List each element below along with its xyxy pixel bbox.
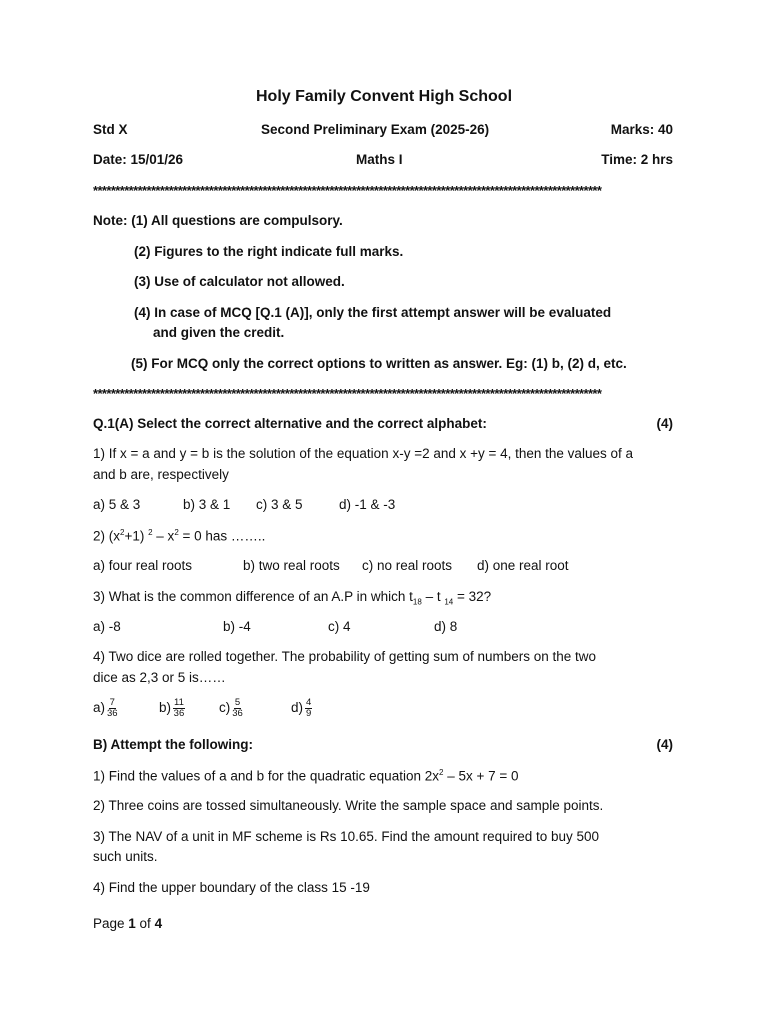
q1a-question-2-option-b: b) two real roots xyxy=(243,558,340,573)
note-3: (3) Use of calculator not allowed. xyxy=(134,274,345,289)
q1a-question-3-option-a: a) -8 xyxy=(93,619,121,634)
q1a-question-3: 3) What is the common difference of an A.P in which $t_{18}$ – t $_{14}$ = 32? xyxy=(93,589,492,607)
q1a-question-3-option-d: d) 8 xyxy=(434,619,458,634)
q1a-question-2-option-c: c) no real roots xyxy=(362,558,453,573)
q1b-question-2: 2) Three coins are tossed simultaneously. Write the sample space and sample points. xyxy=(93,798,604,813)
q1a-question-4-option-c: c) $\frac{5}{36}$ xyxy=(219,697,243,719)
q1a-question-2-option-a: a) four real roots xyxy=(93,558,193,573)
note-5: (5) For MCQ only the correct options to written as answer. Eg: (1) b, (2) d, etc. xyxy=(131,356,627,371)
star-divider-bottom: ****************************************************************************************************************** xyxy=(93,386,602,401)
fraction: $\frac{7}{36}$ xyxy=(107,697,118,719)
q1a-question-1-line2: and b are, respectively xyxy=(93,467,229,482)
q1a-question-4-line1: 4) Two dice are rolled together. The probability of getting sum of numbers on the two xyxy=(93,649,597,664)
time-label: Time: 2 hrs xyxy=(601,152,673,167)
fraction: $\frac{11}{36}$ xyxy=(173,697,185,719)
q1a-question-3-option-c: c) 4 xyxy=(328,619,351,634)
q1a-marks: (4) xyxy=(656,416,673,431)
q1a-question-1-line1: 1) If x = a and y = b is the solution of the equation x-y =2 and x +y = 4, then the values of a xyxy=(93,446,633,461)
q1a-question-2-option-d: d) one real root xyxy=(477,558,569,573)
page-footer: Page 1 of 4 xyxy=(93,916,163,931)
q1a-question-4-line2: dice as 2,3 or 5 is…… xyxy=(93,670,226,685)
q1a-question-1-option-c: c) 3 & 5 xyxy=(256,497,303,512)
q1a-question-1-option-d: d) -1 & -3 xyxy=(339,497,396,512)
fraction: $\frac{4}{9}$ xyxy=(306,697,312,719)
q1b-marks: (4) xyxy=(656,737,673,752)
q1a-question-3-option-b: b) -4 xyxy=(223,619,251,634)
star-divider-top: ****************************************************************************************************************** xyxy=(93,183,602,198)
q1b-question-1: 1) Find the values of a and b for the quadratic equation $2x^2 - 5x + 7 = 0$ xyxy=(93,768,519,784)
fraction: $\frac{5}{36}$ xyxy=(232,697,243,719)
q1a-question-2: 2) $(x^2+1)$ $^2 - x^2 = 0$ has …….. xyxy=(93,528,266,544)
std-label: Std X xyxy=(93,122,128,137)
q1a-question-1-option-b: b) 3 & 1 xyxy=(183,497,231,512)
q1b-question-3-line1: 3) The NAV of a unit in MF scheme is Rs 10.65. Find the amount required to buy 500 xyxy=(93,829,600,844)
q1b-question-3-line2: such units. xyxy=(93,849,158,864)
note-4-line2: and given the credit. xyxy=(153,325,285,340)
note-4-line1: (4) In case of MCQ [Q.1 (A)], only the first attempt answer will be evaluated xyxy=(134,305,612,320)
q1b-question-4: 4) Find the upper boundary of the class 15 -19 xyxy=(93,880,370,895)
school-title: Holy Family Convent High School xyxy=(255,88,513,105)
q1a-question-4-option-b: b) $\frac{11}{36}$ xyxy=(159,697,185,719)
exam-name: Second Preliminary Exam (2025-26) xyxy=(261,122,490,137)
note-1: Note: (1) All questions are compulsory. xyxy=(93,213,343,228)
q1a-question-4-option-d: d) $\frac{4}{9}$ xyxy=(291,697,312,719)
note-2: (2) Figures to the right indicate full marks. xyxy=(134,244,404,259)
exam-date: Date: 15/01/26 xyxy=(93,152,184,167)
q1a-heading: Q.1(A) Select the correct alternative and the correct alphabet: xyxy=(93,416,487,431)
q1a-question-1-option-a: a) 5 & 3 xyxy=(93,497,141,512)
q1a-question-4-option-a: a) $\frac{7}{36}$ xyxy=(93,697,118,719)
subject-name: Maths I xyxy=(356,152,403,167)
marks-label: Marks: 40 xyxy=(610,122,673,137)
q1b-heading: B) Attempt the following: xyxy=(93,737,253,752)
